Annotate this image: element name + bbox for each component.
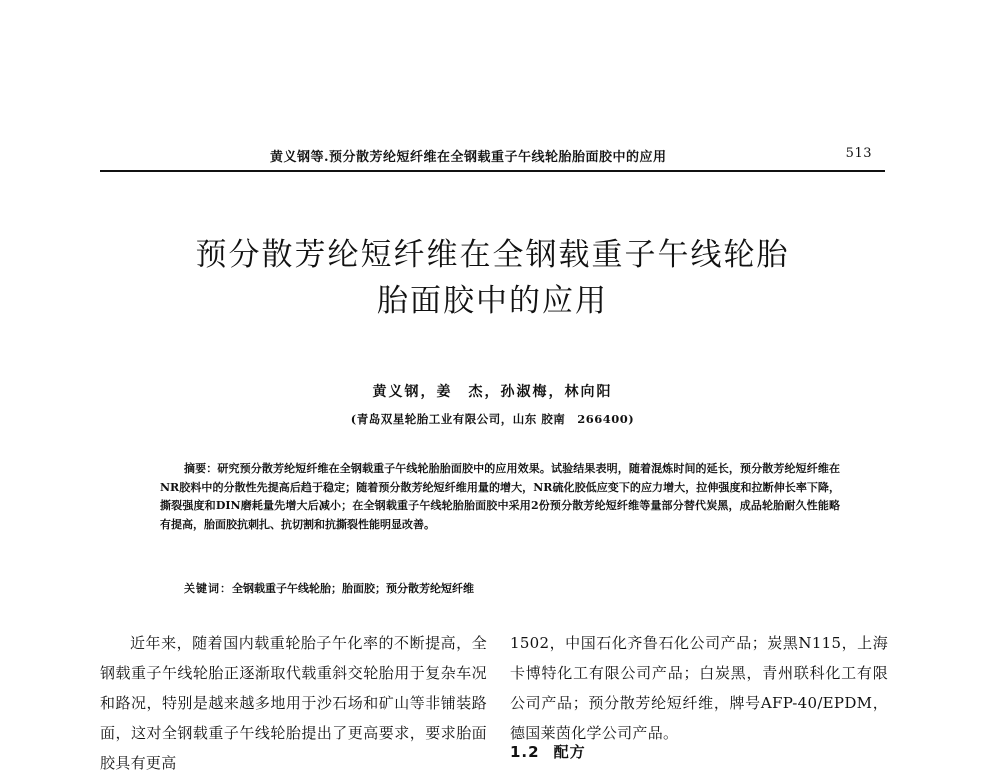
affiliation: (青岛双星轮胎工业有限公司，山东 胶南 266400): [350, 412, 635, 426]
header-rule: [100, 170, 885, 172]
page-number: 513: [845, 146, 872, 161]
body-right-column: 1502，中国石化齐鲁石化公司产品；炭黑N115，上海卡博特化工有限公司产品；白炭黑，青州联科化工有限公司产品；预分散芳纶短纤维，牌号AFP-40/EPDM，德国莱茵化学公司产品。: [510, 634, 888, 742]
paper-title-line-2: 胎面胶中的应用: [377, 283, 608, 319]
body-left-column: 近年来，随着国内载重轮胎子午化率的不断提高，全钢载重子午线轮胎正逐渐取代载重斜交轮胎用于复杂车况和路况，特别是越来越多地用于沙石场和矿山等非铺装路面，这对全钢载重子午线轮胎提出了更高要求，要求胎面胶具有更高: [100, 634, 487, 772]
abstract-text: 研究预分散芳纶短纤维在全钢载重子午线轮胎胎面胶中的应用效果。试验结果表明，随着混炼时间的延长，预分散芳纶短纤维在NR胶料中的分散性先提高后趋于稳定；随着预分散芳纶短纤维用量的增大，NR硫化胶低应变下的应力增大，拉伸强度和拉断伸长率下降，撕裂强度和DIN磨耗量先增大后减小；在全钢载重子午线轮胎胎面胶中采用2份预分散芳纶短纤维等量部分替代炭黑，成品轮胎耐久性能略有提高，胎面胶抗刺扎、抗切割和抗撕裂性能明显改善。: [160, 462, 841, 531]
section-heading: [510, 741, 586, 762]
authors: 黄义钢，姜 杰，孙淑梅，林向阳: [372, 384, 613, 400]
keywords-label: 关键词：: [184, 582, 232, 595]
keywords: [184, 580, 844, 596]
paper-title: [100, 232, 885, 324]
paper-title-line-1: 预分散芳纶短纤维在全钢载重子午线轮胎: [195, 237, 790, 273]
abstract-label: 摘要：: [184, 462, 218, 475]
keywords-text: 全钢载重子午线轮胎；胎面胶；预分散芳纶短纤维: [232, 582, 474, 595]
section-title: 配方: [553, 743, 586, 761]
section-number: 1.2: [510, 743, 540, 761]
abstract: [160, 460, 840, 534]
running-head-title: 黄义钢等.预分散芳纶短纤维在全钢载重子午线轮胎胎面胶中的应用: [270, 150, 667, 165]
